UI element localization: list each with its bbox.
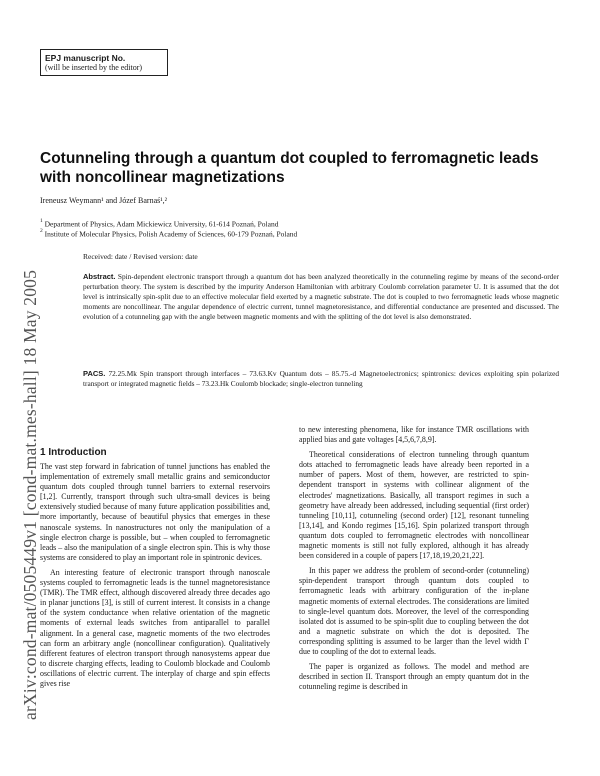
- section-heading-introduction: 1 Introduction: [40, 447, 107, 458]
- author-list: Ireneusz Weymann¹ and Józef Barnaś¹,²: [40, 196, 168, 205]
- journal-name: EPJ manuscript No.: [45, 53, 126, 63]
- affiliation-2: [40, 227, 297, 240]
- received-dates: Received: date / Revised version: date: [83, 252, 198, 261]
- paragraph: Theoretical considerations of electron tunneling through quantum dots attached to ferromagnetic leads have already been reported in a number of papers. Most of them, however, are restricted to spin-dependent transport in systems with collinear alignment of the electrodes' magnetizations. Basically, all transport regimes in such a geometry have already been addressed, including sequential (first order) tunneling [10,11], cotunneling (second order) [12], resonant tunneling [13,14], and Kondo regimes [15,16]. Spin polarized transport through quantum dots coupled to ferromagnetic electrodes with noncollinear magnetic moments is still not fully explored, although it has already been considered in a couple of papers [17,18,19,20,21,22].: [299, 450, 529, 561]
- editor-note: (will be inserted by the editor): [45, 63, 143, 72]
- manuscript-header-box: [40, 49, 168, 76]
- abstract: [83, 272, 559, 322]
- arxiv-stamp-text: arXiv:cond-mat/0505449v1 [cond-mat.mes-hall] 18 May 2005: [20, 269, 40, 720]
- abstract-label: Abstract.: [83, 272, 116, 281]
- abstract-text: Spin-dependent electronic transport through a quantum dot has been analyzed theoretically in the cotunneling regime by means of the second-order perturbation theory. The system is described by the impurity Anderson Hamiltonian with arbitrary Coulomb correlation parameter U. It is assumed that the dot level is intrinsically spin-split due to an effective molecular field exerted by a magnetic substrate. The dot is coupled to two ferromagnetic leads whose magnetic moments are noncollinear. The angular dependence of electric current, tunnel magnetoresistance, and differential conductance are presented and discussed. The evolution of a cotunneling gap with the angle between magnetic moments and with the splitting of the dot level is also demonstrated.: [83, 272, 560, 322]
- paragraph: The vast step forward in fabrication of tunnel junctions has enabled the implementation of extremely small metallic grains and semiconductor quantum dots coupled through tunnel barriers to external reservoirs [1,2]. Currently, transport through such ultra-small devices is being extensively studied because of many future application possibilities and, more importantly, because of beautiful physics that emerges in these nanoscale systems. In nanostructures not only the manipulation of a single electron charge is possible, but – when coupled to ferromagnetic leads – also the manipulation of a single electron spin. This is why those systems are considered to play an important role in spintronic devices.: [40, 462, 270, 562]
- pacs-label: PACS.: [83, 369, 106, 378]
- affiliation-mark: 2: [40, 228, 43, 234]
- affiliation-mark: 1: [40, 218, 43, 224]
- arxiv-stamp: [0, 100, 40, 720]
- paper-title: Cotunneling through a quantum dot coupled to ferromagnetic leads with noncollinear magnetizations: [40, 150, 539, 186]
- paragraph: The paper is organized as follows. The model and method are described in section II. Transport through an empty quantum dot in the cotunneling regime is described in: [299, 662, 529, 692]
- paragraph: In this paper we address the problem of second-order (cotunneling) spin-dependent transport through quantum dots coupled to ferromagnetic leads with arbitrary configuration of the in-plane magnetic moments of external electrodes. The considerations are limited to single-level quantum dots. Moreover, the level of the corresponding isolated dot is assumed to be spin-split due to coupling between the dot and a magnetic substrate on which the dot is deposited. The corresponding splitting is assumed to be larger than the level width Γ due to coupling of the dot to external leads.: [299, 566, 529, 656]
- paragraph: An interesting feature of electronic transport through nanoscale systems coupled to ferromagnetic leads is the tunnel magnetoresistance (TMR). The TMR effect, although discovered already three decades ago in planar junctions [3], is still of current interest. It consists in a change of the system conductance when relative orientation of the magnetic moments of external leads switches from antiparallel to parallel alignment. In a general case, magnetic moments of the two electrodes can form an arbitrary angle (noncollinear configuration). Qualitatively different features of electron transport through nanosystems appear due to discrete charging effects, leading to Coulomb blockade and Coulomb oscillations of electric current. The interplay of charge and spin effects gives rise: [40, 567, 270, 688]
- pacs-text: 72.25.Mk Spin transport through interfaces – 73.63.Kv Quantum dots – 85.75.-d Magnetoelectronics; spintronics: devices exploiting spin polarized transport or integrated magnetic fields – 73.23.Hk Coulomb blockade; single-electron tunneling: [83, 369, 559, 389]
- pacs-codes: [83, 369, 559, 389]
- paragraph: to new interesting phenomena, like for instance TMR oscillations with applied bias and gate voltages [4,5,6,7,8,9].: [299, 425, 529, 445]
- affiliation-text: Department of Physics, Adam Mickiewicz University, 61-614 Poznań, Poland: [44, 219, 279, 229]
- affiliation-text: Institute of Molecular Physics, Polish Academy of Sciences, 60-179 Poznań, Poland: [44, 229, 298, 239]
- right-column: [299, 425, 529, 692]
- left-column: [40, 462, 270, 689]
